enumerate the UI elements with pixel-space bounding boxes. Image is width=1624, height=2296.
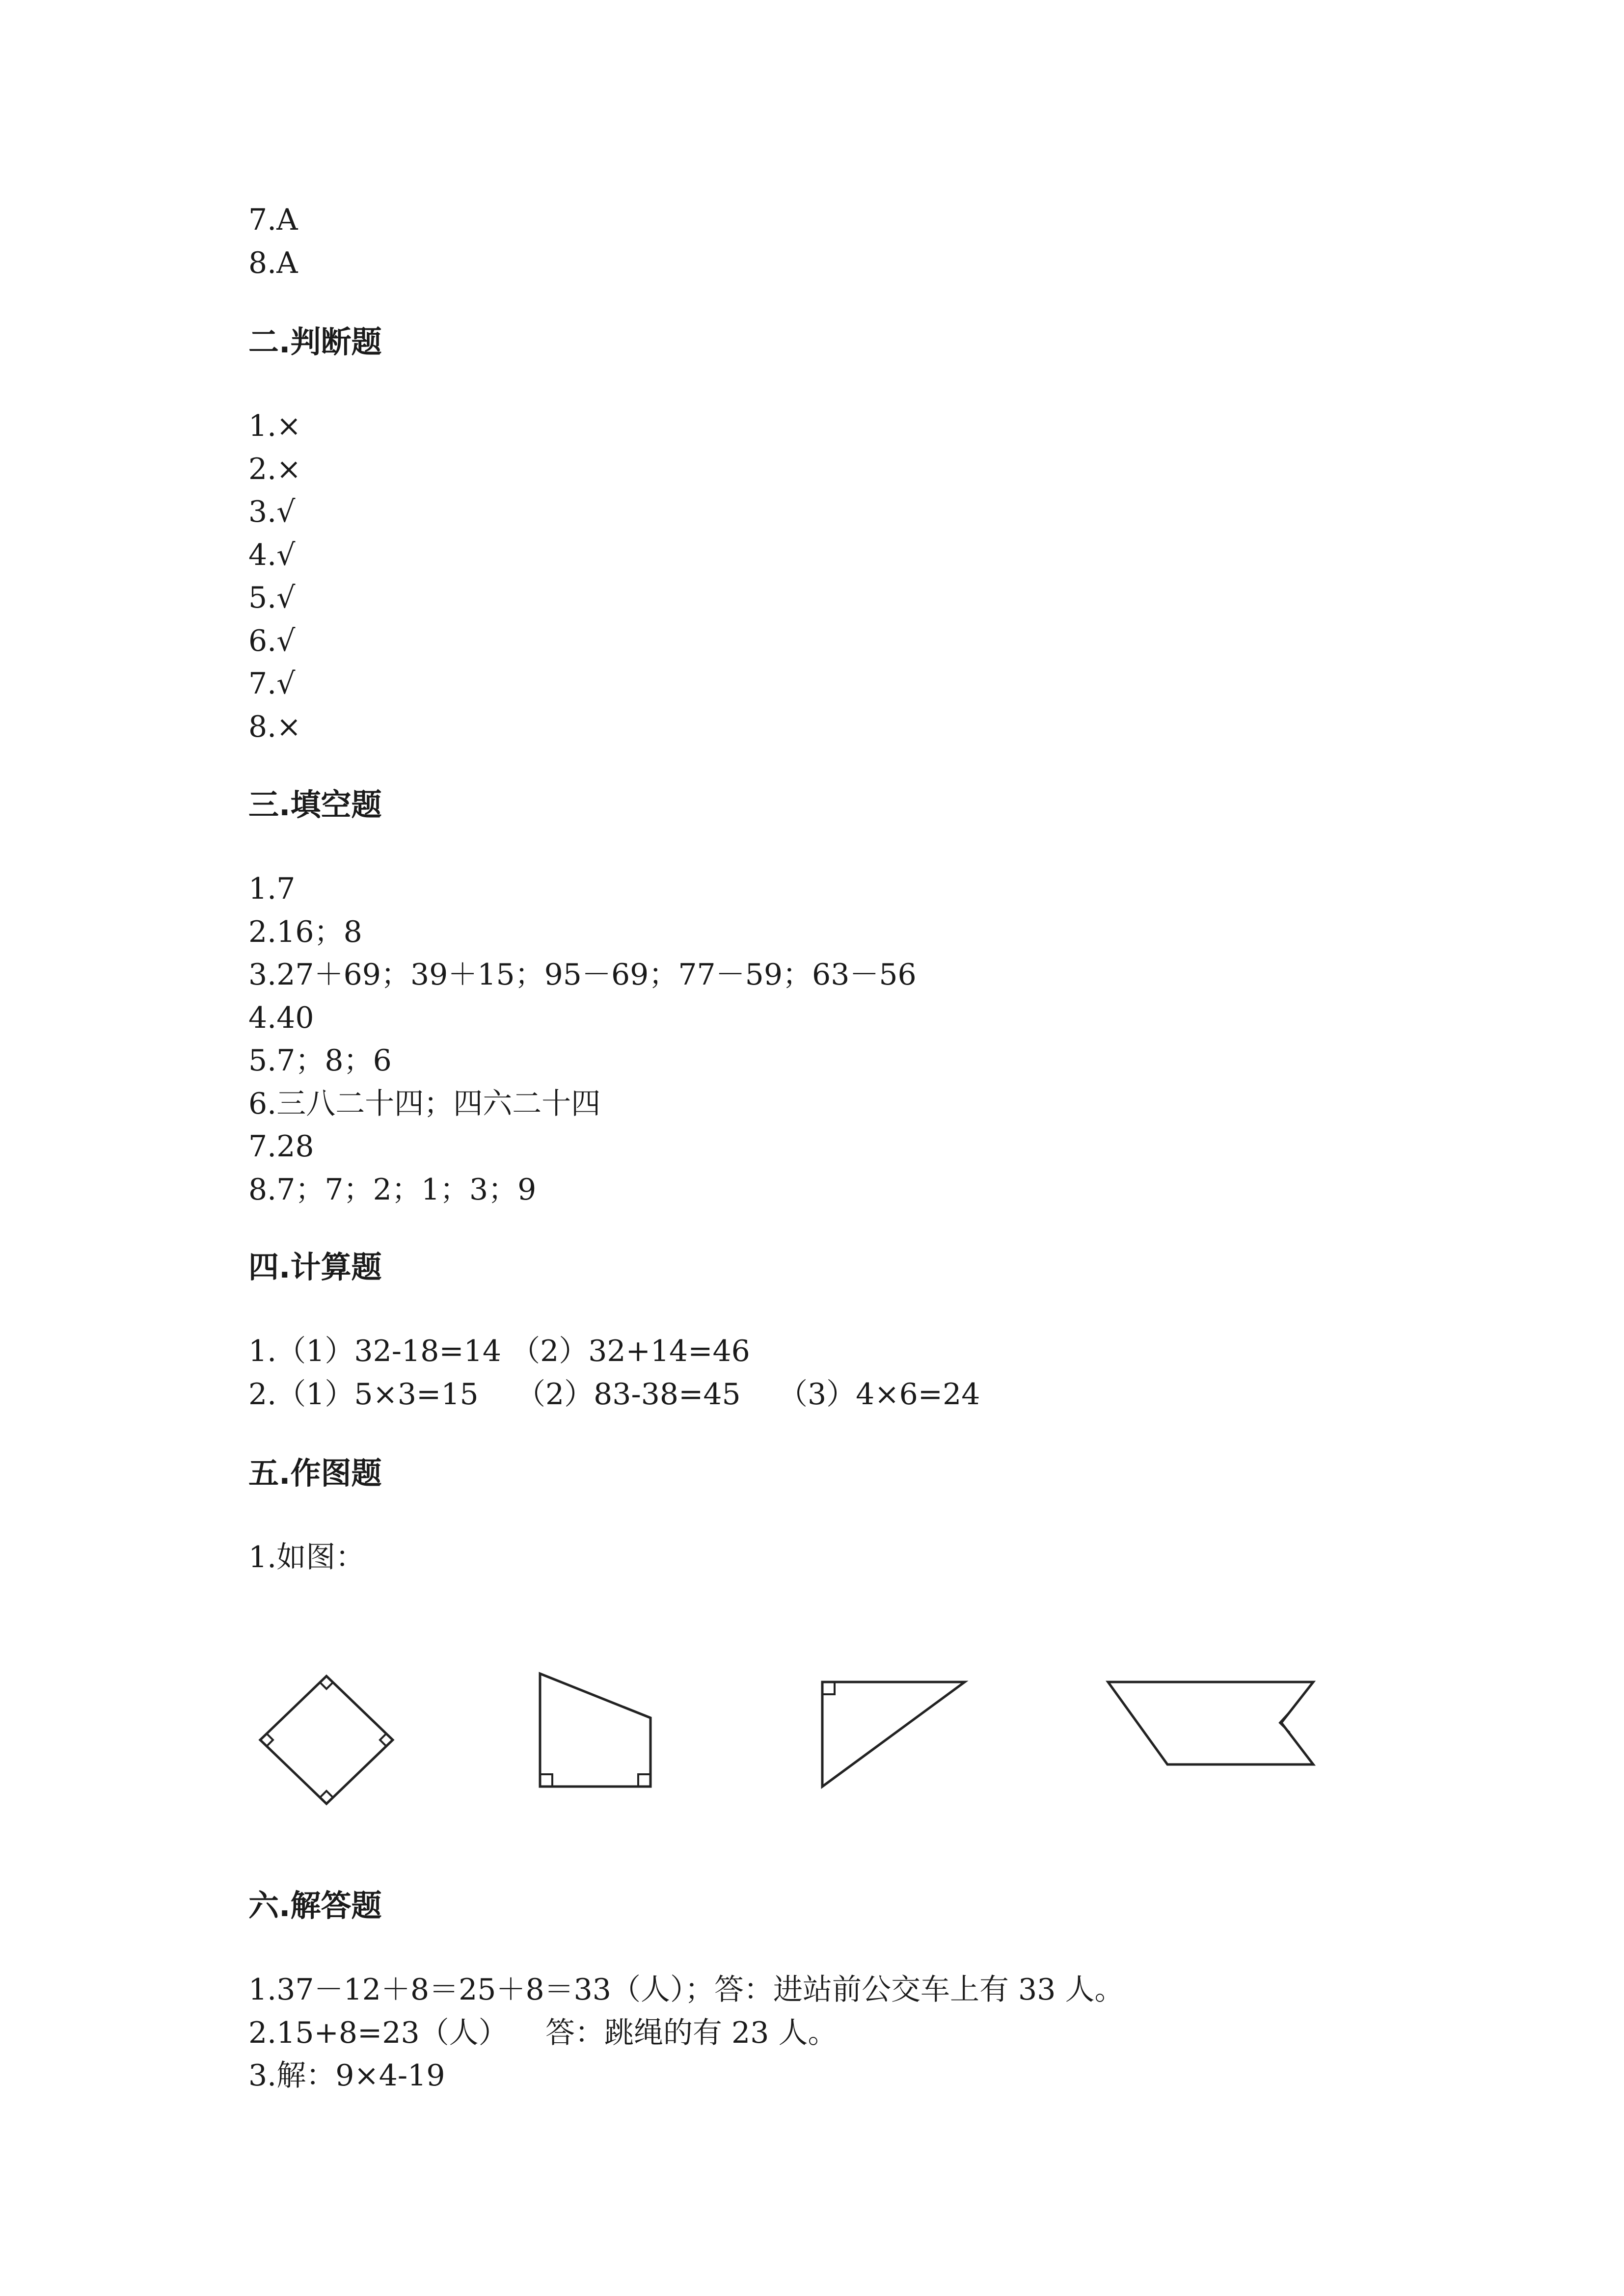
right-angle-mark (320, 1791, 333, 1797)
right-angle-mark (380, 1734, 386, 1746)
right-angle-mark (540, 1774, 552, 1787)
answer-line: 4.40 (248, 1000, 314, 1035)
answer-line: 7.28 (248, 1129, 314, 1164)
answer-line: 1.37－12＋8＝25＋8＝33（人）；答：进站前公交车上有 33 人。 (248, 1973, 1124, 2007)
right-angle-mark (320, 1682, 333, 1689)
answer-line: 6.三八二十四；四六二十四 (248, 1086, 601, 1121)
judge-answers (248, 405, 1378, 748)
right-angle-mark (638, 1774, 650, 1787)
answer-line: 1.7 (248, 872, 296, 906)
answer-line: 8.7；7；2；1；3；9 (248, 1172, 537, 1207)
triangle-figure (822, 1682, 965, 1787)
answer-line: 5.7；8；6 (248, 1043, 392, 1078)
answer-line: 3.解：9×4-19 (248, 2058, 445, 2093)
answer-line: 5.√ (248, 581, 296, 615)
answer-line: 8.A (248, 245, 298, 280)
answer-line: 4.√ (248, 537, 296, 572)
answer-line: 2.（1）5×3=15 （2）83-38=45 （3）4×6=24 (248, 1377, 980, 1412)
right-angle-mark (822, 1682, 835, 1694)
trapezoid-figure (540, 1674, 650, 1787)
answer-line: 2.16；8 (248, 914, 362, 949)
triangle-outline (822, 1682, 965, 1787)
section-heading-draw: 五.作图题 (248, 1455, 382, 1491)
figure-row (0, 1620, 1624, 1841)
answer-line: 7.√ (248, 667, 296, 701)
answer-line: 1.（1）32-18=14 （2）32+14=46 (248, 1334, 750, 1368)
fill-answers (248, 868, 1378, 1211)
answer-line: 8.× (248, 709, 301, 744)
answer-line: 3.27＋69；39＋15；95－69；77－59；63－56 (248, 958, 917, 992)
notched-quadrilateral-figure (1108, 1682, 1313, 1764)
choice-answers-tail (248, 199, 1378, 285)
section-heading-calc: 四.计算题 (248, 1249, 382, 1285)
calc-answers (248, 1330, 1378, 1416)
answer-line: 2.× (248, 452, 301, 486)
section-heading-solve: 六.解答题 (248, 1888, 382, 1923)
diamond-outline (260, 1676, 393, 1804)
right-angle-mark (267, 1734, 273, 1746)
draw-answers (248, 1536, 1378, 1579)
answer-line: 6.√ (248, 623, 296, 658)
answer-line: 7.A (248, 203, 298, 237)
diamond-figure (260, 1676, 393, 1804)
section-heading-judge: 二.判断题 (248, 324, 382, 360)
section-heading-fill: 三.填空题 (248, 787, 382, 823)
trapezoid-outline (540, 1674, 650, 1787)
answer-line: 1.如图： (248, 1540, 365, 1575)
notched-outline (1108, 1682, 1313, 1764)
answer-line: 2.15+8=23（人） 答：跳绳的有 23 人。 (248, 2015, 838, 2050)
figures-svg (0, 1620, 1624, 1841)
answer-line: 1.× (248, 409, 301, 443)
solve-answers (248, 1969, 1378, 2098)
answer-line: 3.√ (248, 495, 296, 529)
